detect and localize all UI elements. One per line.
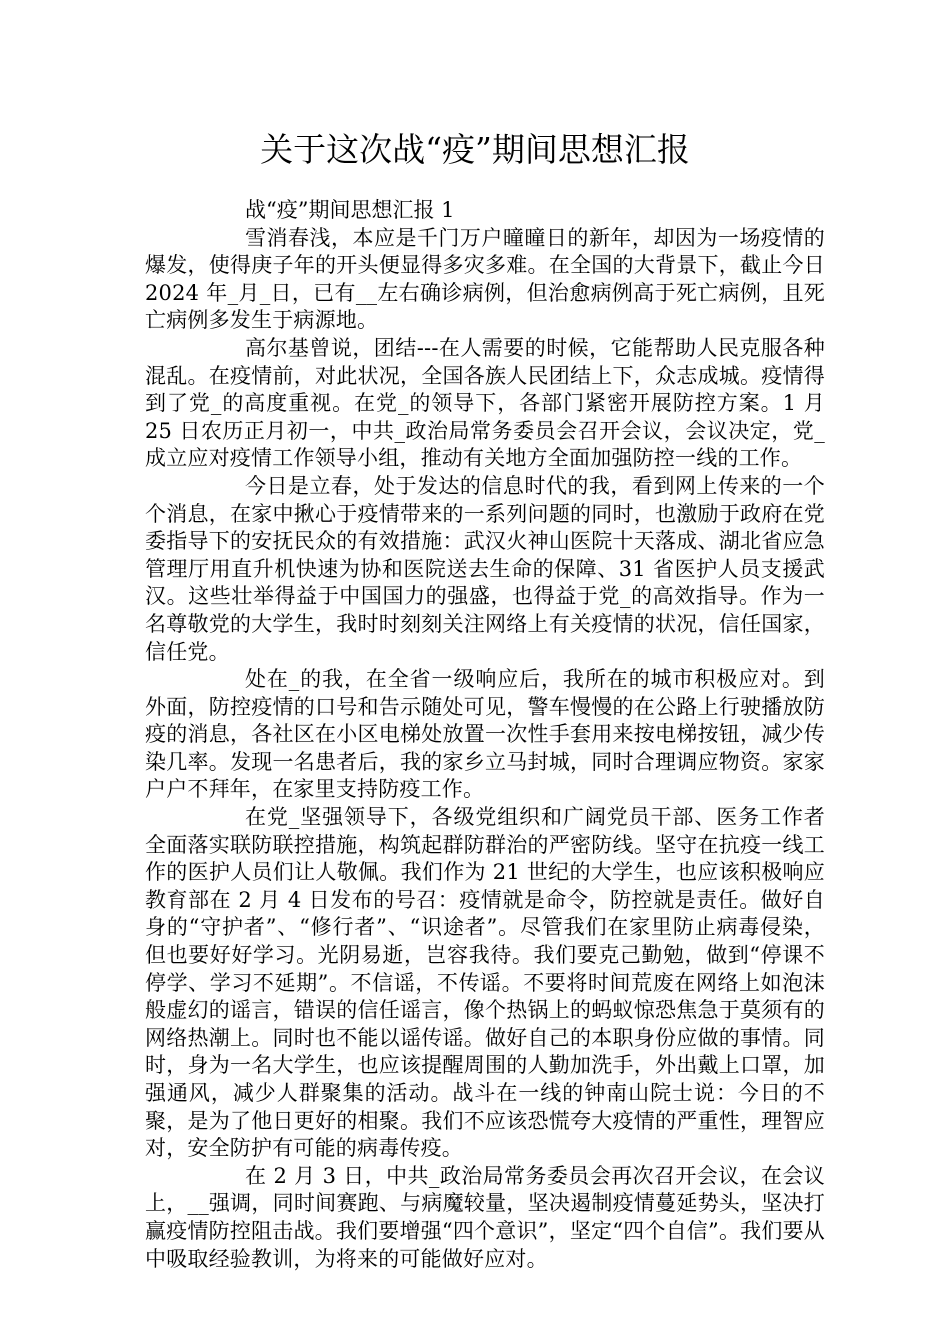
paragraph: 在党_坚强领导下，各级党组织和广阔党员干部、医务工作者全面落实联防联控措施，构筑起群防群治的严密防线。坚守在抗疫一线工作的医护人员们让人敬佩。我们作为 21 世纪的大学生，也应该积极响应教育部在 2 月 4 日发布的号召：疫情就是命令，防控就是责任。做好自身的“守护者”、“修行者”、“识途者”。尽管我们在家里防止病毒侵染，但也要好好学习。光阴易逝，岂容我待。我们要克己勤勉，做到“停课不停学、学习不延期”。不信谣，不传谣。不要将时间荒废在网络上如泡沫般虚幻的谣言，错误的信任谣言，像个热锅上的蚂蚁惊恐焦急于莫须有的网络热潮上。同时也不能以谣传谣。做好自己的本职身份应做的事情。同时，身为一名大学生，也应该提醒周围的人勤加洗手，外出戴上口罩，加强通风，减少人群聚集的活动。战斗在一线的钟南山院士说：今日的不聚，是为了他日更好的相聚。我们不应该恐慌夸大疫情的严重性，理智应对，安全防护有可能的病毒传疫。: [145, 805, 825, 1161]
paragraph: 高尔基曾说，团结---在人需要的时候，它能帮助人民克服各种混乱。在疫情前，对此状况，全国各族人民团结上下，众志成城。疫情得到了党_的高度重视。在党_的领导下，各部门紧密开展防控方案。1 月 25 日农历正月初一，中共_政治局常务委员会召开会议，会议决定，党_成立应对疫情工作领导小组，推动有关地方全面加强防控一线的工作。: [145, 335, 825, 471]
section-subheading: 战“疫”期间思想汇报 1: [245, 198, 455, 222]
document-title: 关于这次战“疫”期间思想汇报: [260, 130, 690, 169]
document-body: [145, 197, 825, 1273]
paragraph: 在 2 月 3 日，中共_政治局常务委员会再次召开会议，在会议上，__强调，同时间赛跑、与病魔较量，坚决遏制疫情蔓延势头，坚决打赢疫情防控阻击战。我们要增强“四个意识”，坚定“四个自信”。我们要从中吸取经验教训，为将来的可能做好应对。: [145, 1163, 825, 1271]
paragraph: 雪消春浅，本应是千门万户曈曈日的新年，却因为一场疫情的爆发，使得庚子年的开头便显得多灾多难。在全国的大背景下，截止今日 2024 年_月_日，已有__左右确诊病例，但治愈病例高于死亡病例，且死亡病例多发生于病源地。: [145, 225, 825, 333]
paragraph: 今日是立春，处于发达的信息时代的我，看到网上传来的一个个消息，在家中揪心于疫情带来的一系列问题的同时，也激励于政府在党委指导下的安抚民众的有效措施：武汉火神山医院十天落成、湖北省应急管理厅用直升机快速为协和医院送去生命的保障、31 省医护人员支援武汉。这些壮举得益于中国国力的强盛，也得益于党_的高效指导。作为一名尊敬党的大学生，我时时刻刻关注网络上有关疫情的状况，信任国家，信任党。: [145, 473, 825, 664]
paragraph: 处在_的我，在全省一级响应后，我所在的城市积极应对。到外面，防控疫情的口号和告示随处可见，警车慢慢的在公路上行驶播放防疫的消息，各社区在小区电梯处放置一次性手套用来按电梯按钮，减少传染几率。发现一名患者后，我的家乡立马封城，同时合理调应物资。家家户户不拜年，在家里支持防疫工作。: [145, 667, 825, 802]
document-page: [145, 0, 825, 1344]
